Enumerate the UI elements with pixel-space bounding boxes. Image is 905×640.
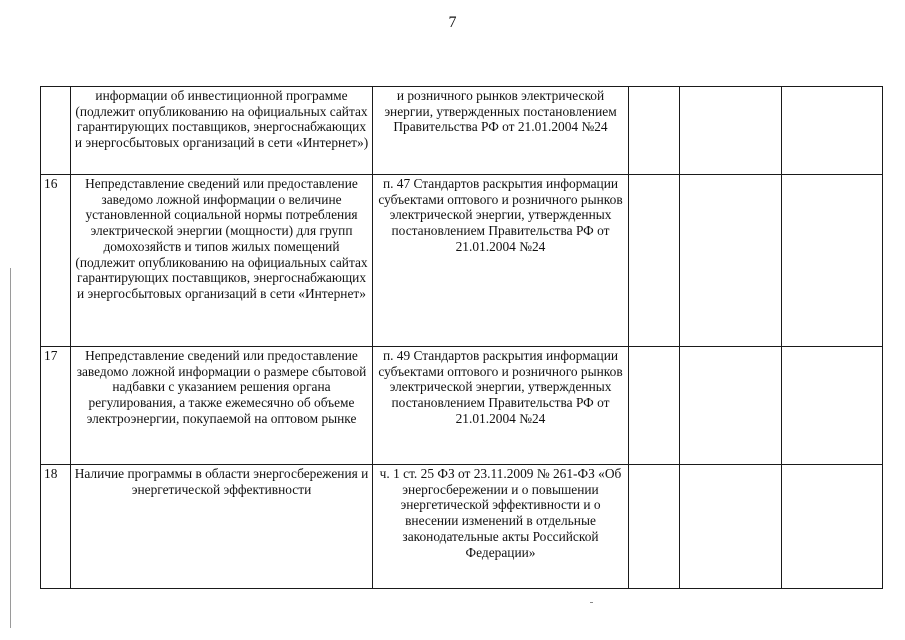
- requirements-table: [40, 86, 883, 589]
- empty-cell: [782, 347, 883, 465]
- scan-margin-line: [10, 268, 11, 628]
- legal-basis-cell: и розничного рынков электрической энергии, утвержденных постановлением Правительства РФ от 21.01.2004 №24: [373, 87, 629, 175]
- row-number: 17: [41, 347, 71, 465]
- empty-cell: [629, 347, 680, 465]
- violation-cell: Наличие программы в области энергосбережения и энергетической эффективности: [71, 465, 373, 589]
- empty-cell: [629, 175, 680, 347]
- empty-cell: [782, 175, 883, 347]
- table-row: [41, 465, 883, 589]
- violation-cell: Непредставление сведений или предоставление заведомо ложной информации о величине установленной социальной нормы потребления электрической энергии (мощности) для групп домохозяйств и типов жилых помещений (подлежит опубликованию на официальных сайтах гарантирующих поставщиков, энергоснабжающих и энергосбытовых организаций в сети «Интернет»: [71, 175, 373, 347]
- violation-cell: информации об инвестиционной программе (подлежит опубликованию на официальных сайтах гарантирующих поставщиков, энергоснабжающих и энергосбытовых организаций в сети «Интернет»): [71, 87, 373, 175]
- empty-cell: [782, 465, 883, 589]
- violation-cell: Непредставление сведений или предоставление заведомо ложной информации о размере сбытовой надбавки с указанием решения органа регулирования, а также ежемесячно об объеме электроэнергии, покупаемой на оптовом рынке: [71, 347, 373, 465]
- legal-basis-cell: ч. 1 ст. 25 ФЗ от 23.11.2009 № 261-ФЗ «Об энергосбережении и о повышении энергетической эффективности и о внесении изменений в отдельные законодательные акты Российской Федерации»: [373, 465, 629, 589]
- empty-cell: [782, 87, 883, 175]
- empty-cell: [629, 87, 680, 175]
- table-row: [41, 87, 883, 175]
- empty-cell: [680, 465, 782, 589]
- page-number: 7: [448, 14, 457, 31]
- empty-cell: [680, 87, 782, 175]
- row-number: 18: [41, 465, 71, 589]
- legal-basis-cell: п. 49 Стандартов раскрытия информации субъектами оптового и розничного рынков электрической энергии, утвержденных постановлением Правительства РФ от 21.01.2004 №24: [373, 347, 629, 465]
- legal-basis-cell: п. 47 Стандартов раскрытия информации субъектами оптового и розничного рынков электрической энергии, утвержденных постановлением Правительства РФ от 21.01.2004 №24: [373, 175, 629, 347]
- empty-cell: [629, 465, 680, 589]
- row-number: [41, 87, 71, 175]
- table-row: [41, 175, 883, 347]
- row-number: 16: [41, 175, 71, 347]
- table-row: [41, 347, 883, 465]
- empty-cell: [680, 347, 782, 465]
- empty-cell: [680, 175, 782, 347]
- scan-speck: [590, 602, 593, 603]
